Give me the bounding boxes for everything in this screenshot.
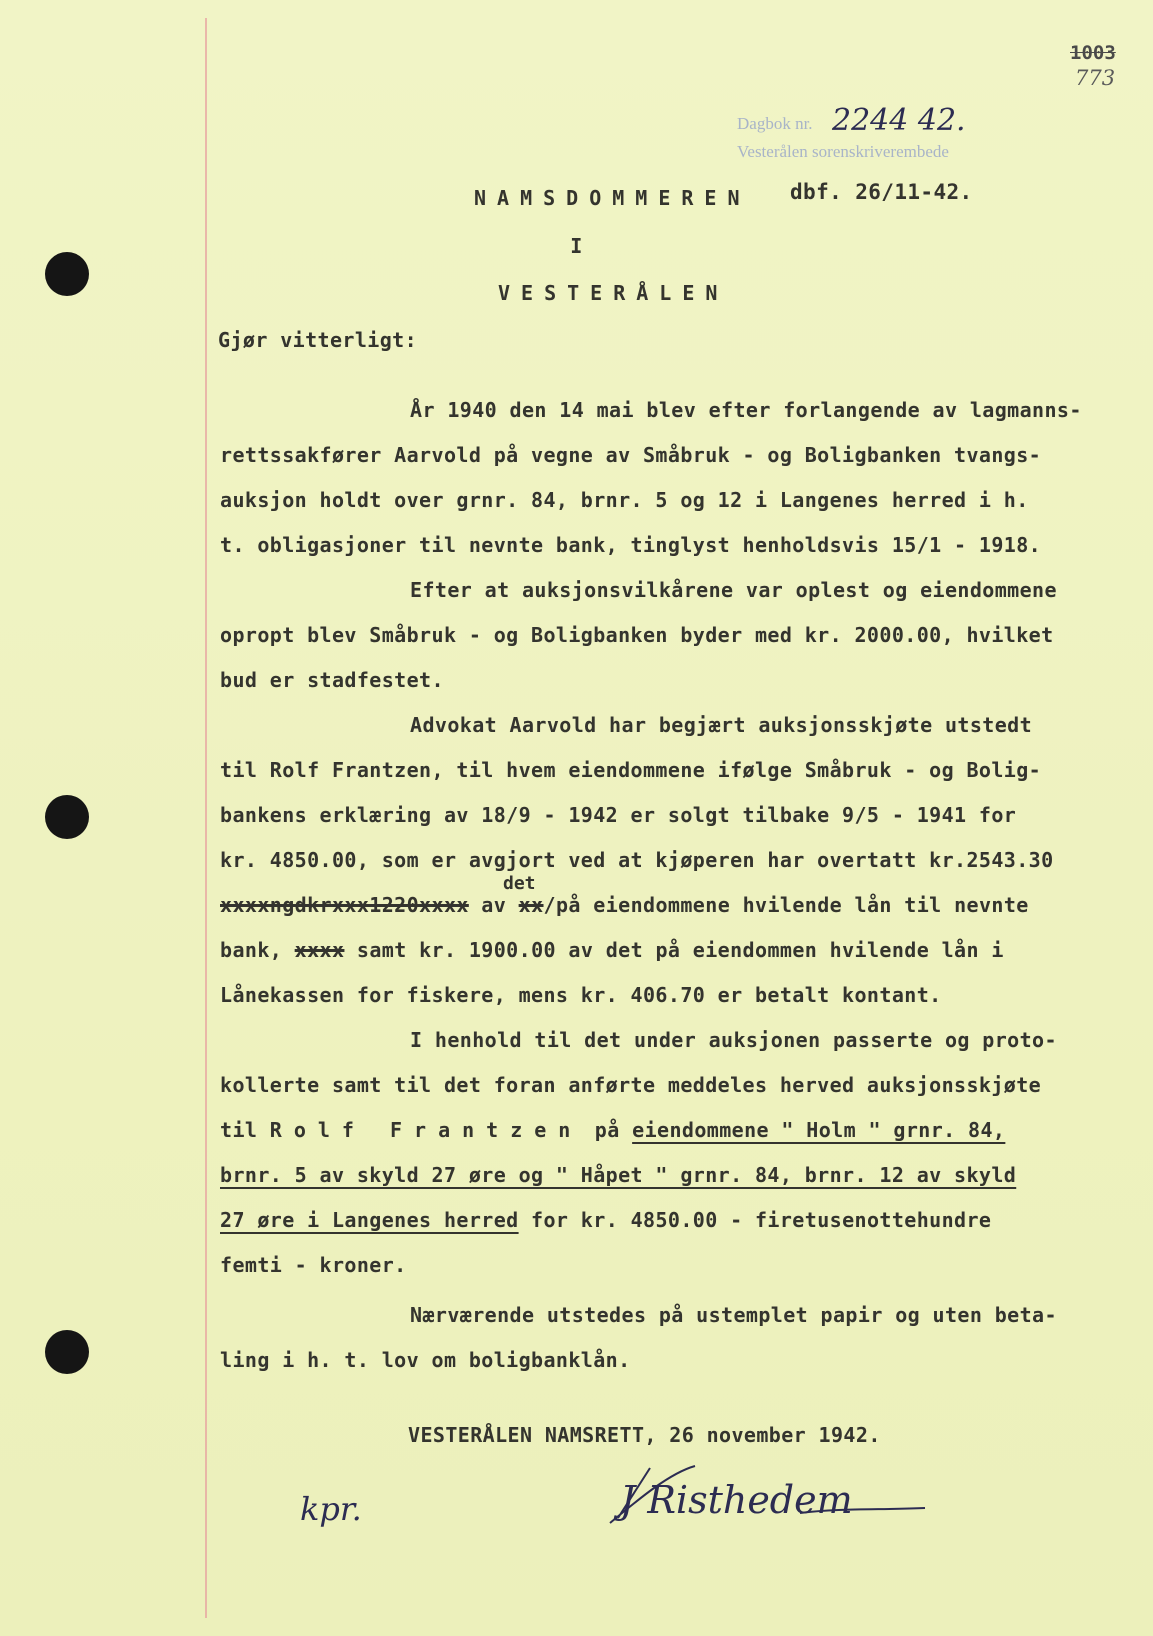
stamp-office: Vesterålen sorenskriverembede <box>737 142 949 161</box>
p3-line5 <box>220 893 1029 917</box>
initials: kpr. <box>300 1490 362 1528</box>
punch-hole-middle <box>45 795 89 839</box>
p2-line2: opropt blev Småbruk - og Boligbanken byder med kr. 2000.00, hvilket <box>220 623 1054 647</box>
p4-line6: femti - kroner. <box>220 1253 407 1277</box>
p4-line5 <box>220 1208 991 1232</box>
p2-line1: Efter at auksjonsvilkårene var oplest og eiendommene <box>410 578 1057 602</box>
p3-line6-rest: samt kr. 1900.00 av det på eiendommen hvilende lån i <box>356 938 1004 962</box>
p3-line5-rest: /på eiendommene hvilende lån til nevnte <box>543 893 1029 917</box>
greeting: Gjør vitterligt: <box>218 328 418 352</box>
signature-flourish <box>600 1458 930 1528</box>
p1-line1: År 1940 den 14 mai blev efter forlangende av lagmanns- <box>410 398 1082 422</box>
p3-line5-word: av <box>481 893 507 917</box>
p3-line7: Lånekassen for fiskere, mens kr. 406.70 er betalt kontant. <box>220 983 942 1007</box>
property-description-2: brnr. 5 av skyld 27 øre og " Håpet " grnr. 84, brnr. 12 av skyld <box>220 1163 1017 1187</box>
heading-dbf: dbf. 26/11-42. <box>790 180 973 204</box>
p5-line2: ling i h. t. lov om boligbanklån. <box>220 1348 631 1372</box>
margin-line <box>205 18 207 1618</box>
p1-line2: rettssakfører Aarvold på vegne av Småbruk - og Boligbanken tvangs- <box>220 443 1042 467</box>
buyer-name: Rolf Frantzen <box>269 1118 583 1142</box>
old-page-number: 1003 <box>1070 42 1116 64</box>
p1-line3: auksjon holdt over grnr. 84, brnr. 5 og 12 i Langenes herred i h. <box>220 488 1029 512</box>
p4-line3 <box>220 1118 1005 1142</box>
p3-line1: Advokat Aarvold har begjært auksjonsskjøte utstedt <box>410 713 1033 737</box>
place-date: VESTERÅLEN NAMSRETT, 26 november 1942. <box>408 1423 881 1447</box>
stamp-dagbok-label: Dagbok nr. <box>737 114 813 133</box>
p4-line1: I henhold til det under auksjonen passerte og proto- <box>410 1028 1057 1052</box>
p2-line3: bud er stadfestet. <box>220 668 444 692</box>
p3-line2: til Rolf Frantzen, til hvem eiendommene ifølge Småbruk - og Bolig- <box>220 758 1042 782</box>
heading-namsdommeren: NAMSDOMMEREN <box>474 186 751 210</box>
p4-line5-rest: for kr. 4850.00 - firetusenottehundre <box>531 1208 992 1232</box>
p3-line4: kr. 4850.00, som er avgjort ved at kjøperen har overtatt kr.2543.30 <box>220 848 1054 872</box>
p3-line3: bankens erklæring av 18/9 - 1942 er solgt tilbake 9/5 - 1941 for <box>220 803 1017 827</box>
heading-vesteralen: VESTERÅLEN <box>498 281 729 305</box>
p4-line3-mid: på <box>594 1118 620 1142</box>
p3-line6-start: bank, <box>220 938 283 962</box>
property-description-1: eiendommene " Holm " grnr. 84, <box>632 1118 1006 1142</box>
dagbok-number: 2244 42. <box>832 103 966 138</box>
p1-line4: t. obligasjoner til nevnte bank, tinglyst henholdsvis 15/1 - 1918. <box>220 533 1042 557</box>
p4-line4 <box>220 1163 1016 1187</box>
p3-line6 <box>220 938 1004 962</box>
punch-hole-top <box>45 252 89 296</box>
p3-interlinear-insert: det <box>503 873 536 894</box>
page-number: 773 <box>1075 66 1116 90</box>
p4-line2: kollerte samt til det foran anførte meddeles herved auksjonsskjøte <box>220 1073 1042 1097</box>
punch-hole-bottom <box>45 1330 89 1374</box>
heading-i: I <box>570 234 583 258</box>
p3-struck-text: xxxxngdkrxxx1220xxxx <box>220 893 469 917</box>
p4-line3-start: til <box>220 1118 258 1142</box>
signature: J Risthedem <box>620 1478 853 1522</box>
p3-struck-text-2: xx <box>518 893 544 917</box>
p3-line6-struck: xxxx <box>294 938 345 962</box>
property-description-3: 27 øre i Langenes herred <box>220 1208 519 1232</box>
p5-line1: Nærværende utstedes på ustemplet papir og uten beta- <box>410 1303 1057 1327</box>
